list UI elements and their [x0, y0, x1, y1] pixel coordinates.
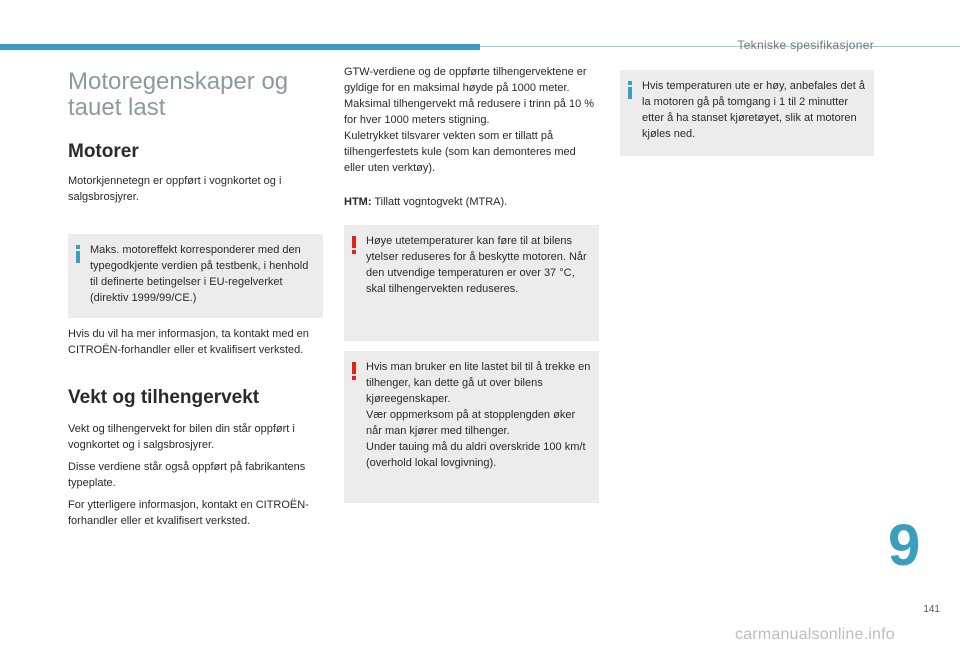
warning-note [344, 351, 599, 503]
warning-note-text: Høye utetemperaturer kan føre til at bilens ytelser reduseres for å beskytte motoren. Når den utvendige temperaturen er over 37 °C, skal tilhengervekten reduseres. [366, 235, 587, 295]
info-note-text: Maks. motoreffekt korresponderer med den typegodkjente verdien på testbenk, i henhold til definerte betingelser i EU-regelverket (direktiv 1999/99/CE.) [90, 244, 309, 304]
info-note [620, 70, 874, 156]
page-title: Motoregenskaper og tauet last [68, 68, 289, 121]
paragraph: Vekt og tilhengervekt for bilen din står oppført i vognkortet og i salgsbrosjyrer. [68, 423, 295, 451]
paragraph: For ytterligere informasjon, kontakt en CITROËN-forhandler eller et kvalifisert verksted. [68, 499, 309, 527]
warning-note-text: Hvis man bruker en lite lastet bil til å trekke en tilhenger, kan dette gå ut over bilens kjøreegenskaper. [366, 361, 591, 405]
info-note [68, 234, 323, 318]
page-number: 141 [923, 604, 940, 615]
warning-note [344, 225, 599, 341]
warning-icon [352, 236, 356, 254]
header-accent-bar [0, 44, 480, 50]
warning-note-text: Under tauing må du aldri overskride 100 km/t (overhold lokal lovgivning). [366, 441, 586, 469]
info-icon [628, 81, 632, 99]
column-middle [344, 64, 599, 503]
column-right [620, 70, 874, 156]
paragraph: Kuletrykket tilsvarer vekten som er tillatt på tilhengerfestets kule (som kan demonteres med eller uten verktøy). [344, 130, 576, 174]
paragraph: Motorkjennetegn er oppført i vognkortet og i salgsbrosjyrer. [68, 175, 282, 203]
info-note-text: Hvis temperaturen ute er høy, anbefales det å la motoren gå på tomgang i 1 til 2 minutter etter å ha stanset kjøretøyet, slik at motoren kjøles ned. [642, 80, 865, 140]
paragraph: Disse verdiene står også oppført på fabrikantens typeplate. [68, 461, 306, 489]
info-icon [76, 245, 80, 263]
warning-icon [352, 362, 356, 380]
column-left [68, 64, 323, 529]
paragraph: Hvis du vil ha mer informasjon, ta kontakt med en CITROËN-forhandler eller et kvalifisert verksted. [68, 328, 309, 356]
heading-vekt: Vekt og tilhengervekt [68, 387, 260, 408]
warning-note-text: Vær oppmerksom på at stopplengden øker når man kjører med tilhenger. [366, 409, 576, 437]
paragraph: GTW-verdiene og de oppførte tilhengervektene er gyldige for en maksimal høyde på 1000 meter. Maksimal tilhengervekt må redusere i trinn på 10 % for hver 1000 meters stigning. [344, 66, 595, 126]
htm-text: Tillatt vogntogvekt (MTRA). [371, 196, 508, 208]
chapter-number: 9 [888, 513, 921, 578]
watermark: carmanualsonline.info [735, 626, 895, 643]
section-title: Tekniske spesifikasjoner [737, 38, 874, 52]
htm-label: HTM: [344, 196, 372, 208]
header-rule [480, 46, 960, 47]
heading-motorer: Motorer [68, 141, 139, 162]
